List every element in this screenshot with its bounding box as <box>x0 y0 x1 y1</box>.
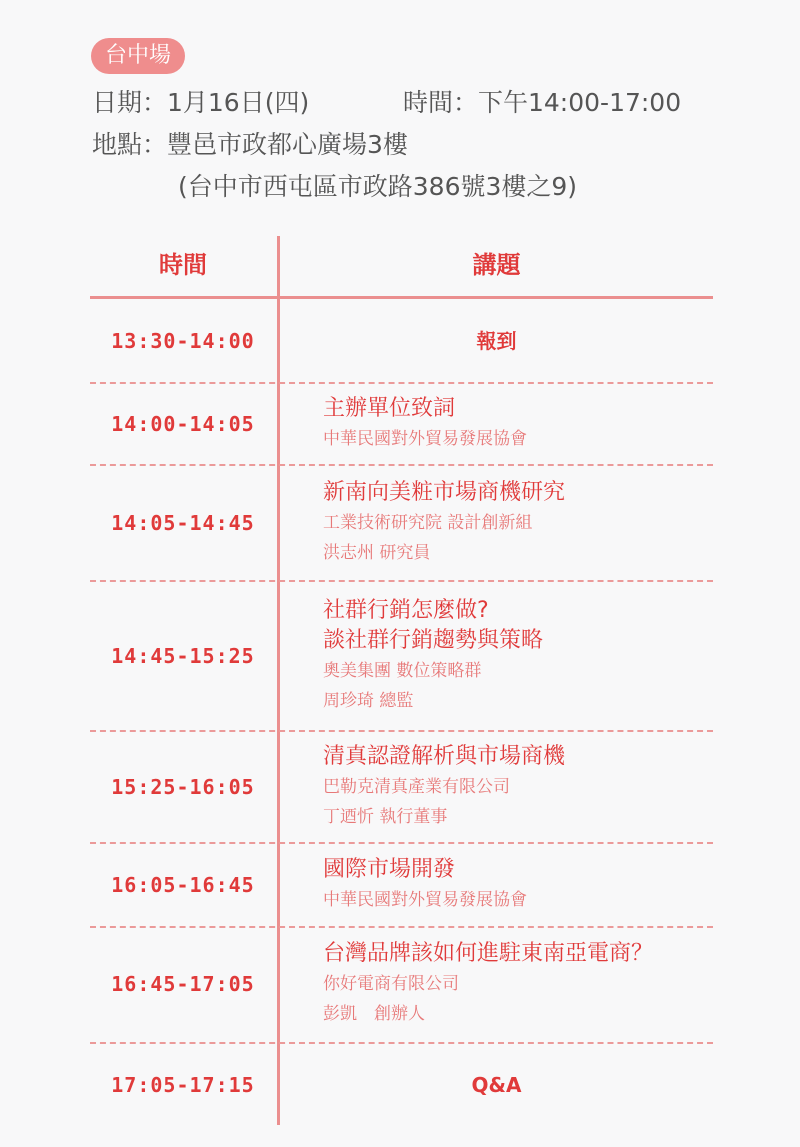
row-organizer: 你好電商有限公司 <box>323 974 459 994</box>
event-place: 地點：豐邑市政都心廣場3樓 <box>92 130 408 159</box>
schedule-row <box>90 844 713 926</box>
row-organizer: 中華民國對外貿易發展協會 <box>323 429 527 449</box>
row-speaker: 周珍琦 總監 <box>323 691 414 711</box>
row-topic <box>323 844 713 926</box>
row-time: 13:30-14:00 <box>111 329 255 353</box>
row-time: 14:05-14:45 <box>111 511 255 535</box>
schedule-row <box>90 466 713 580</box>
row-topic <box>280 1044 713 1126</box>
row-organizer: 奧美集團 數位策略群 <box>323 661 482 681</box>
row-title: 國際市場開發 <box>323 857 456 882</box>
schedule-row <box>90 582 713 730</box>
row-topic <box>280 300 713 382</box>
header-rule <box>90 296 713 299</box>
schedule-row <box>90 384 713 464</box>
row-topic <box>323 582 713 730</box>
column-header-time: 時間 <box>159 251 207 279</box>
row-title: Q&A <box>471 1073 522 1097</box>
event-address: (台中市西屯區市政路386號3樓之9) <box>178 172 578 201</box>
row-speaker: 洪志州 研究員 <box>323 543 431 563</box>
row-title: 台灣品牌該如何進駐東南亞電商？ <box>323 941 654 966</box>
row-topic <box>323 732 713 842</box>
row-organizer: 中華民國對外貿易發展協會 <box>323 890 527 910</box>
row-time: 15:25-16:05 <box>111 775 255 799</box>
event-time: 時間：下午14:00-17:00 <box>403 88 682 117</box>
row-topic <box>323 466 713 580</box>
schedule-row <box>90 1044 713 1126</box>
row-title-line2: 談社群行銷趨勢與策略 <box>323 628 544 653</box>
event-date: 日期：1月16日(四) <box>92 88 310 117</box>
row-speaker: 彭凱 創辦人 <box>323 1004 425 1024</box>
row-time: 14:00-14:05 <box>111 412 255 436</box>
row-title: 清真認證解析與市場商機 <box>323 744 566 769</box>
row-topic <box>323 384 713 464</box>
row-organizer: 工業技術研究院 設計創新組 <box>323 513 533 533</box>
row-speaker: 丁迺忻 執行董事 <box>323 807 448 827</box>
row-title: 主辦單位致詞 <box>323 396 456 421</box>
row-organizer: 巴勒克清真產業有限公司 <box>323 777 510 797</box>
row-title: 社群行銷怎麼做? <box>323 598 489 623</box>
row-time: 16:05-16:45 <box>111 873 255 897</box>
row-time: 17:05-17:15 <box>111 1073 255 1097</box>
schedule-row <box>90 300 713 382</box>
schedule-row <box>90 928 713 1040</box>
row-topic <box>323 928 713 1040</box>
schedule-row <box>90 732 713 842</box>
row-title: 新南向美粧市場商機研究 <box>323 480 566 505</box>
row-time: 14:45-15:25 <box>111 644 255 668</box>
venue-badge: 台中場 <box>91 38 185 74</box>
column-header-topic: 講題 <box>472 251 521 279</box>
row-title: 報到 <box>476 329 517 353</box>
row-time: 16:45-17:05 <box>111 972 255 996</box>
